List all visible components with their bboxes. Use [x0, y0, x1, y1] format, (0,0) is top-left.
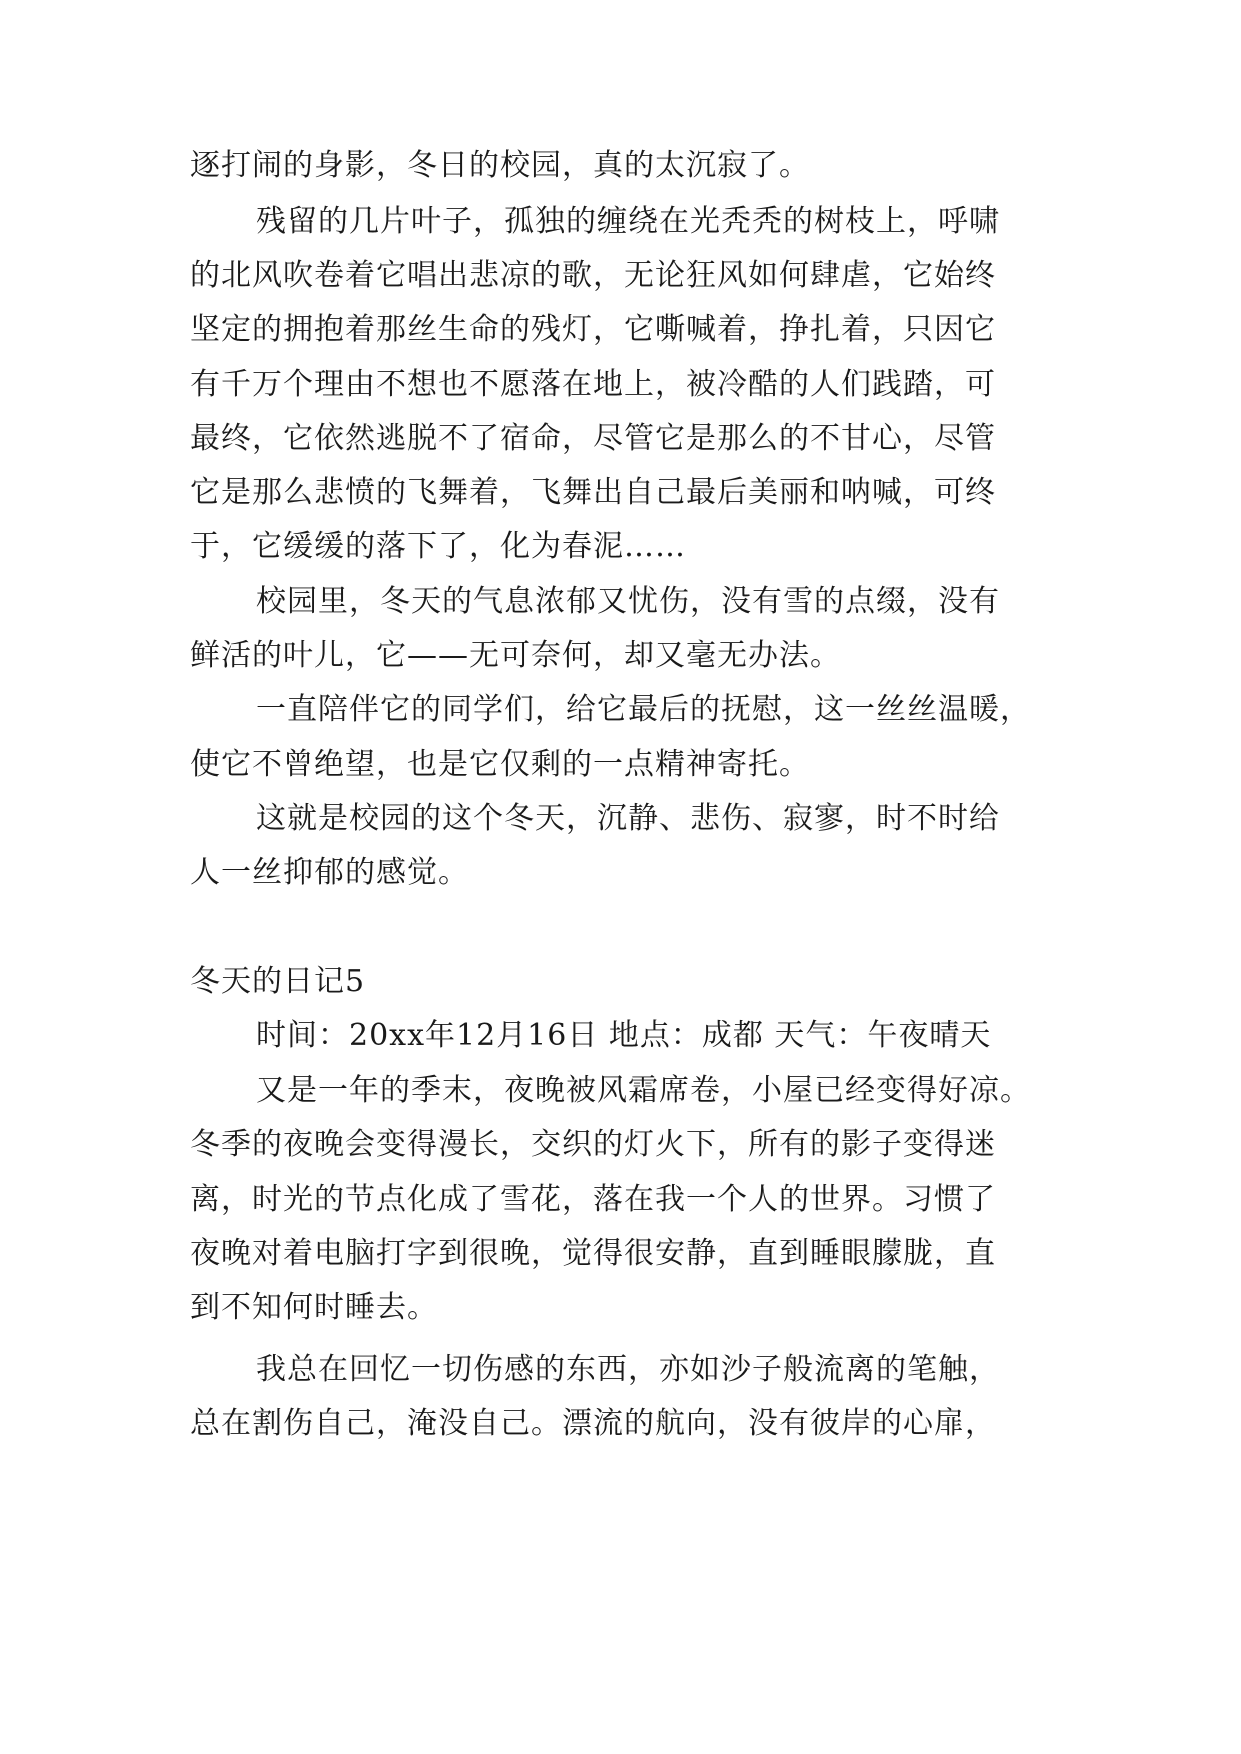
text-line: 有千万个理由不想也不愿落在地上，被冷酷的人们践踏，可 — [190, 367, 996, 402]
paragraph-start: 又是一年的季末，夜晚被风霜席卷，小屋已经变得好凉。 — [256, 1073, 1031, 1108]
text-line: 人一丝抑郁的感觉。 — [190, 855, 469, 890]
text-line: 到不知何时睡去。 — [190, 1290, 438, 1325]
text-line: 坚定的拥抱着那丝生命的残灯，它嘶喊着，挣扎着，只因它 — [190, 312, 996, 347]
diary-meta: 时间：20xx年12月16日 地点：成都 天气：午夜晴天 — [256, 1018, 992, 1053]
paragraph-start: 我总在回忆一切伤感的东西，亦如沙子般流离的笔触， — [256, 1352, 1000, 1387]
text-line: 鲜活的叶儿，它——无可奈何，却又毫无办法。 — [190, 638, 841, 673]
paragraph-start: 这就是校园的这个冬天，沉静、悲伤、寂寥，时不时给 — [256, 801, 1000, 836]
text-line: 于，它缓缓的落下了，化为春泥…… — [190, 529, 686, 564]
section-heading: 冬天的日记5 — [190, 964, 366, 999]
paragraph-start: 校园里，冬天的气息浓郁又忧伤，没有雪的点缀，没有 — [256, 584, 1000, 619]
text-line: 最终，它依然逃脱不了宿命，尽管它是那么的不甘心，尽管 — [190, 421, 996, 456]
paragraph-start: 残留的几片叶子，孤独的缠绕在光秃秃的树枝上，呼啸 — [256, 204, 1000, 239]
text-line: 冬季的夜晚会变得漫长，交织的灯火下，所有的影子变得迷 — [190, 1127, 996, 1162]
text-line: 总在割伤自己，淹没自己。漂流的航向，没有彼岸的心扉， — [190, 1406, 996, 1441]
text-line: 的北风吹卷着它唱出悲凉的歌，无论狂风如何肆虐，它始终 — [190, 258, 996, 293]
text-line: 逐打闹的身影，冬日的校园，真的太沉寂了。 — [190, 148, 810, 183]
text-line: 使它不曾绝望，也是它仅剩的一点精神寄托。 — [190, 747, 810, 782]
paragraph-start: 一直陪伴它的同学们，给它最后的抚慰，这一丝丝温暖， — [256, 692, 1031, 727]
text-line: 离，时光的节点化成了雪花，落在我一个人的世界。习惯了 — [190, 1182, 996, 1217]
text-line: 夜晚对着电脑打字到很晚，觉得很安静，直到睡眼朦胧，直 — [190, 1236, 996, 1271]
text-line: 它是那么悲愤的飞舞着，飞舞出自己最后美丽和呐喊，可终 — [190, 475, 996, 510]
